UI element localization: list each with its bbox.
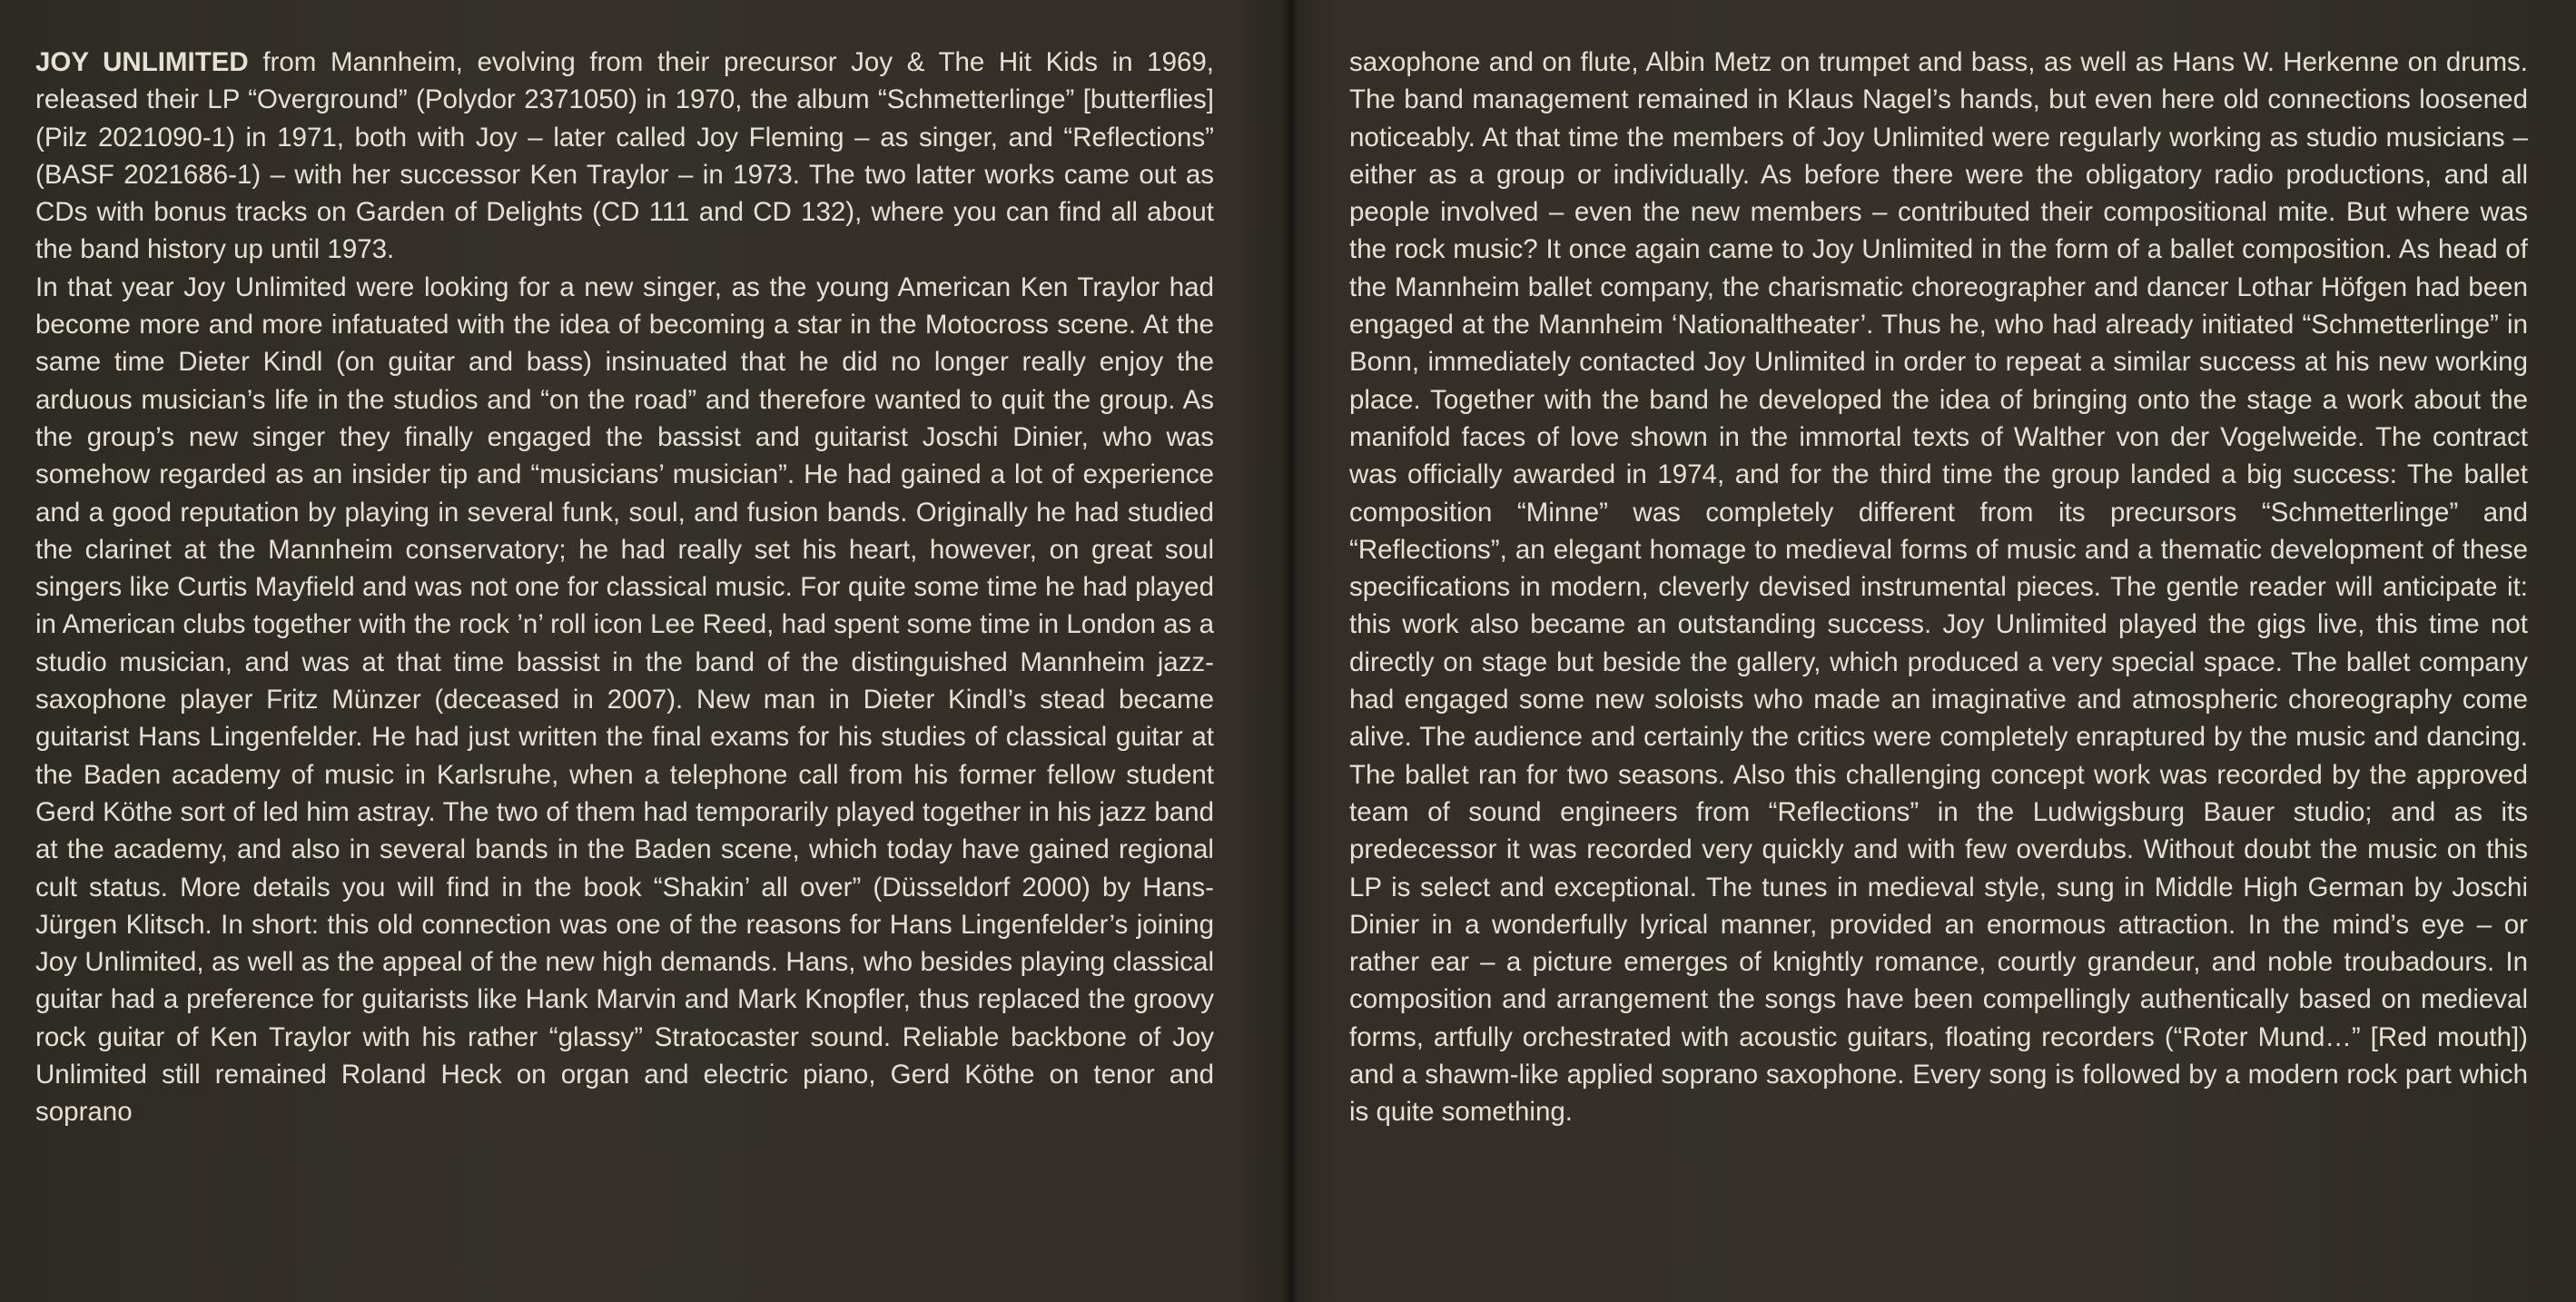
right-page — [1291, 0, 2576, 1302]
left-paragraph-2: In that year Joy Unlimited were looking for a new singer, as the young American Ken Traylor had become more and more infatuated with the idea of becoming a star in the Motocross scene. At the same time Dieter Kindl (on guitar and bass) insinuated that he did no longer really enjoy the arduous musician’s life in the studios and “on the road” and therefore wanted to quit the group. As the group’s new singer they finally engaged the bassist and guitarist Joschi Dinier, who was somehow regarded as an insider tip and “musicians’ musician”. He had gained a lot of experience and a good reputation by playing in several funk, soul, and fusion bands. Originally he had studied the clarinet at the Mannheim conservatory; he had really set his heart, however, on great soul singers like Curtis Mayfield and was not one for classical music. For quite some time he had played in American clubs together with the rock ’n’ roll icon Lee Reed, had spent some time in London as a studio musician, and was at that time bassist in the band of the distinguished Mannheim jazz-saxophone player Fritz Münzer (deceased in 2007). New man in Dieter Kindl’s stead became guitarist Hans Lingenfelder. He had just written the final exams for his studies of classical guitar at the Baden academy of music in Karlsruhe, when a telephone call from his former fellow student Gerd Köthe sort of led him astray. The two of them had temporarily played together in his jazz band at the academy, and also in several bands in the Baden scene, which today have gained regional cult status. More details you will find in the book “Shakin’ all over” (Düsseldorf 2000) by Hans-Jürgen Klitsch. In short: this old connection was one of the reasons for Hans Lingenfelder’s joining Joy Unlimited, as well as the appeal of the new high demands. Hans, who besides playing classical guitar had a preference for guitarists like Hank Marvin and Mark Knopfler, thus replaced the groovy rock guitar of Ken Traylor with his rather “glassy” Stratocaster sound. Reliable backbone of Joy Unlimited still remained Roland Heck on organ and electric piano, Gerd Köthe on tenor and soprano — [35, 271, 1214, 1128]
right-paragraph-1: saxophone and on flute, Albin Metz on trumpet and bass, as well as Hans W. Herkenne on drums. The band management remained in Klaus Nagel’s hands, but even here old connections loosened noticeably. At that time the members of Joy Unlimited were regularly working as studio musicians – either as a group or individually. As before there were the obligatory radio productions, and all people involved – even the new members – contributed their compositional mite. But where was the rock music? It once again came to Joy Unlimited in the form of a ballet composition. As head of the Mannheim ballet company, the charismatic choreographer and dancer Lothar Höfgen had been engaged at the Mannheim ‘Nationaltheater’. Thus he, who had already initiated “Schmetterlinge” in Bonn, immediately contacted Joy Unlimited in order to repeat a similar success at his new working place. Together with the band he developed the idea of bringing onto the stage a work about the manifold faces of love shown in the immortal texts of Walther von der Vogelweide. The contract was officially awarded in 1974, and for the third time the group landed a big success: The ballet composition “Minne” was completely different from its precursors “Schmetterlinge” and “Reflections”, an elegant homage to medieval forms of music and a thematic development of these specifications in modern, cleverly devised instrumental pieces. The gentle reader will anticipate it: this work also became an outstanding success. Joy Unlimited played the gigs live, this time not directly on stage but beside the gallery, which produced a very special space. The ballet company had engaged some new soloists who made an imaginative and atmospheric choreography come alive. The audience and certainly the critics were completely enraptured by the music and dancing. The ballet ran for two seasons. Also this challenging concept work was recorded by the approved team of sound engineers from “Reflections” in the Ludwigsburg Bauer studio; and as its predecessor it was recorded very quickly and with few overdubs. Without doubt the music on this LP is select and exceptional. The tunes in medieval style, sung in Middle High German by Joschi Dinier in a wonderfully lyrical manner, provided an enormous attraction. In the mind’s eye – or rather ear – a picture emerges of knightly romance, courtly grandeur, and noble troubadours. In composition and arrangement the songs have been compellingly authentically based on medieval forms, artfully orchestrated with acoustic guitars, floating recorders (“Roter Mund…” [Red mouth]) and a shawm-like applied soprano saxophone. Every song is followed by a modern rock part which is quite something. — [1349, 47, 2528, 1128]
left-paragraph-1-body: from Mannheim, evolving from their precursor Joy & The Hit Kids in 1969, released their LP “Overground” (Polydor 2371050) in 1970, the album “Schmetterlinge” [butterflies] (Pilz 2021090-1) in 1971, both with Joy – later called Joy Fleming – as singer, and “Reflections” (BASF 2021686-1) – with her successor Ken Traylor – in 1973. The two latter works came out as CDs with bonus tracks on Garden of Delights (CD 111 and CD 132), where you can find all about the band history up until 1973. — [35, 47, 1214, 265]
band-name-lead: JOY UNLIMITED — [35, 47, 249, 77]
right-page-text — [1349, 44, 2528, 1131]
left-paragraph-1 — [35, 44, 1214, 269]
left-page-text — [35, 44, 1214, 1131]
